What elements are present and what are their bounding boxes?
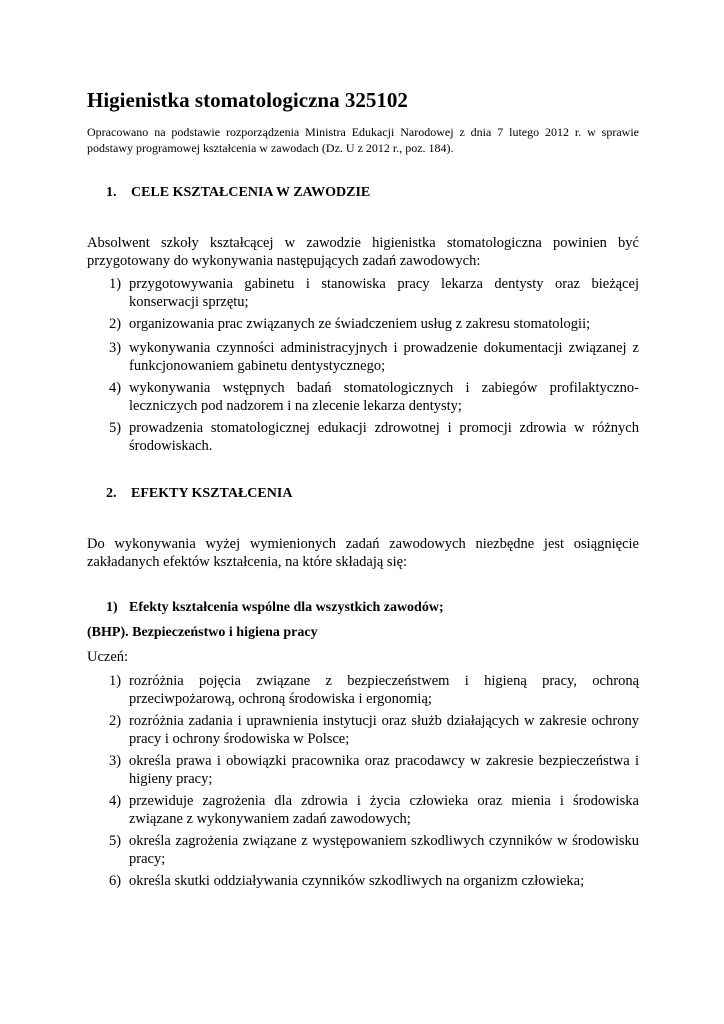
bhp-heading: (BHP). Bezpieczeństwo i higiena pracy xyxy=(87,625,318,640)
list-item-text: wykonywania czynności administracyjnych i prowadzenie dokumentacji związanej z funkcjonowaniem gabinetu dentystycznego; xyxy=(129,340,639,374)
list-item-number: 5) xyxy=(109,420,122,436)
section-intro-paragraph: Do wykonywania wyżej wymienionych zadań zawodowych niezbędne jest osiągnięcie zakładanych efektów kształcenia, na które składają się: xyxy=(87,536,639,570)
section-number: 2. xyxy=(106,486,117,501)
learner-label: Uczeń: xyxy=(87,649,129,665)
list-item-text: wykonywania wstępnych badań stomatologicznych i zabiegów profilaktyczno-leczniczych pod nadzorem i na zlecenie lekarza dentysty; xyxy=(129,380,639,414)
subsection-number: 1) xyxy=(106,600,118,615)
list-item-text: określa skutki oddziaływania czynników szkodliwych na organizm człowieka; xyxy=(129,873,585,889)
section-title: EFEKTY KSZTAŁCENIA xyxy=(131,486,293,501)
list-item xyxy=(87,792,639,828)
list-item xyxy=(87,379,639,415)
list-item xyxy=(87,832,639,868)
list-item-number: 2) xyxy=(109,316,122,332)
list-item-text: rozróżnia zadania i uprawnienia instytucji oraz służb działających w zakresie ochrony pracy i ochrony środowiska w Polsce; xyxy=(129,713,639,747)
list-item-number: 5) xyxy=(109,833,122,849)
list-item xyxy=(87,672,639,708)
list-item-number: 3) xyxy=(109,753,122,769)
list-item-number: 4) xyxy=(109,793,122,809)
list-item xyxy=(87,712,639,748)
section-intro-paragraph: Absolwent szkoły kształcącej w zawodzie higienistka stomatologiczna powinien być przygotowany do wykonywania następujących zadań zawodowych: xyxy=(87,235,639,269)
list-item-number: 1) xyxy=(109,673,122,689)
section-title: CELE KSZTAŁCENIA W ZAWODZIE xyxy=(131,185,371,200)
page-subtitle: Opracowano na podstawie rozporządzenia Ministra Edukacji Narodowej z dnia 7 lutego 2012 r. w sprawie podstawy programowej kształcenia w zawodach (Dz. U z 2012 r., poz. 184). xyxy=(87,125,639,155)
list-item xyxy=(87,315,639,333)
subsection-title: Efekty kształcenia wspólne dla wszystkich zawodów; xyxy=(129,600,444,615)
list-item-text: prowadzenia stomatologicznej edukacji zdrowotnej i promocji zdrowia w różnych środowiskach. xyxy=(129,420,639,454)
list-item-text: przewiduje zagrożenia dla zdrowia i życia człowieka oraz mienia i środowiska związane z wykonywaniem zadań zawodowych; xyxy=(129,793,639,827)
list-item-number: 1) xyxy=(109,276,122,292)
page-title: Higienistka stomatologiczna 325102 xyxy=(87,88,408,112)
list-item-number: 3) xyxy=(109,340,122,356)
section-heading-1 xyxy=(106,185,370,201)
list-item-text: rozróżnia pojęcia związane z bezpieczeństwem i higieną pracy, ochroną przeciwpożarową, ochroną środowiska i ergonomią; xyxy=(129,673,639,707)
subsection-heading xyxy=(106,600,444,616)
list-item-text: organizowania prac związanych ze świadczeniem usług z zakresu stomatologii; xyxy=(129,316,591,332)
section-number: 1. xyxy=(106,185,117,200)
list-item-text: określa prawa i obowiązki pracownika oraz pracodawcy w zakresie bezpieczeństwa i higieny pracy; xyxy=(129,753,639,787)
list-item-number: 4) xyxy=(109,380,122,396)
list-item xyxy=(87,752,639,788)
task-list xyxy=(87,275,639,455)
list-item xyxy=(87,872,639,890)
list-item xyxy=(87,339,639,375)
section-heading-2 xyxy=(106,486,292,502)
list-item-text: określa zagrożenia związane z występowaniem szkodliwych czynników w środowisku pracy; xyxy=(129,833,639,867)
list-item xyxy=(87,419,639,455)
list-item-number: 6) xyxy=(109,873,122,889)
list-item-number: 2) xyxy=(109,713,122,729)
learning-outcomes-list xyxy=(87,672,639,890)
list-item xyxy=(87,275,639,311)
list-item-text: przygotowywania gabinetu i stanowiska pracy lekarza dentysty oraz bieżącej konserwacji sprzętu; xyxy=(129,276,639,310)
